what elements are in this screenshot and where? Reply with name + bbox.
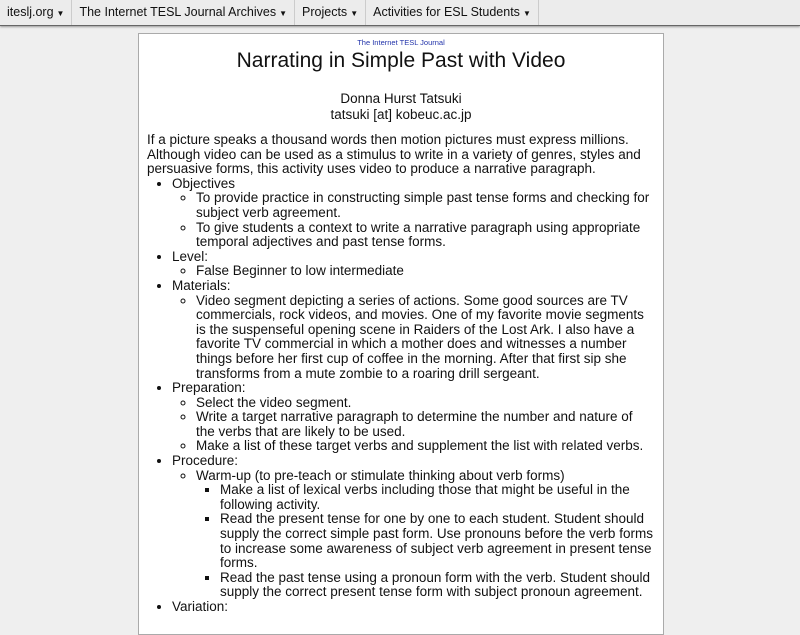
list-item: ◦ False Beginner to low intermediate (196, 264, 655, 279)
list-item: ◦ Write a target narrative paragraph to determine the number and nature of the verbs that are likely to be used. (196, 410, 655, 439)
nav-iteslj[interactable] (0, 0, 72, 25)
caret-down-icon: ▼ (279, 9, 288, 18)
lesson-outline (147, 177, 655, 615)
list-item: ▪ Make a list of lexical verbs including those that might be useful in the following activity. (220, 483, 655, 512)
section-label: Preparation: (172, 380, 246, 396)
intro-paragraph: If a picture speaks a thousand words then motion pictures must express millions. Although video can be used as a stimulus to write in a variety of genres, styles and persuasive forms, this activity uses video to produce a narrative paragraph. (147, 132, 641, 177)
nav-activities[interactable] (366, 0, 539, 25)
nav-label: iteslj.org (7, 5, 54, 19)
caret-down-icon: ▼ (56, 9, 65, 18)
list-item: ▪ Read the past tense using a pronoun form with the verb. Student should supply the correct present tense form with subject pronoun agreement. (220, 571, 655, 600)
section-procedure (172, 454, 655, 600)
nav-label: Projects (302, 5, 348, 19)
section-label: Procedure: (172, 453, 239, 469)
list-item: ◦ Select the video segment. (196, 396, 655, 411)
section-variation (172, 600, 655, 615)
list-item: ◦ Video segment depicting a series of actions. Some good sources are TV commercials, rock videos, and movies. One of my favorite movie segments is the suspenseful opening scene in Raiders of the Lost Ark. I also have a favorite TV commercial in which a mother does and witnesses a number things before her first cup of coffee in the morning. After that first sip she transforms from a mute zombie to a roaring drill sergeant. (196, 294, 655, 382)
caret-down-icon: ▼ (522, 9, 531, 18)
list-item: ▪ Read the present tense for one by one to each student. Student should supply the correct simple past form. Use pronouns before the verb forms to increase some awareness of subject verb agreement in present tense forms. (220, 512, 655, 570)
warmup-label: Warm-up (to pre-teach or stimulate thinking about verb forms) (196, 467, 565, 483)
page-title: Narrating in Simple Past with Video (236, 49, 566, 72)
list-item: ◦ Make a list of these target verbs and supplement the list with related verbs. (196, 439, 655, 454)
section-level (172, 250, 655, 279)
section-label: Variation: (172, 599, 229, 614)
section-objectives (172, 177, 655, 250)
top-navbar (0, 0, 800, 26)
warmup-item (196, 469, 655, 600)
author-email: tatsuki [at] kobeuc.ac.jp (330, 107, 472, 122)
nav-archives[interactable] (72, 0, 295, 25)
nav-label: The Internet TESL Journal Archives (79, 5, 277, 19)
section-label: Materials: (172, 277, 231, 293)
author-block (147, 91, 655, 123)
list-item: ◦ To provide practice in constructing simple past tense forms and checking for subject verb agreement. (196, 191, 655, 220)
section-label: Objectives (172, 175, 236, 191)
article (138, 33, 664, 635)
nav-projects[interactable] (295, 0, 366, 25)
list-item: ◦ To give students a context to write a narrative paragraph using appropriate temporal adjectives and past tense forms. (196, 221, 655, 250)
section-preparation (172, 381, 655, 454)
section-label: Level: (172, 248, 209, 264)
caret-down-icon: ▼ (350, 9, 359, 18)
section-materials (172, 279, 655, 381)
author-name: Donna Hurst Tatsuki (340, 91, 462, 106)
nav-label: Activities for ESL Students (373, 5, 520, 19)
journal-link[interactable]: The Internet TESL Journal (357, 38, 445, 47)
